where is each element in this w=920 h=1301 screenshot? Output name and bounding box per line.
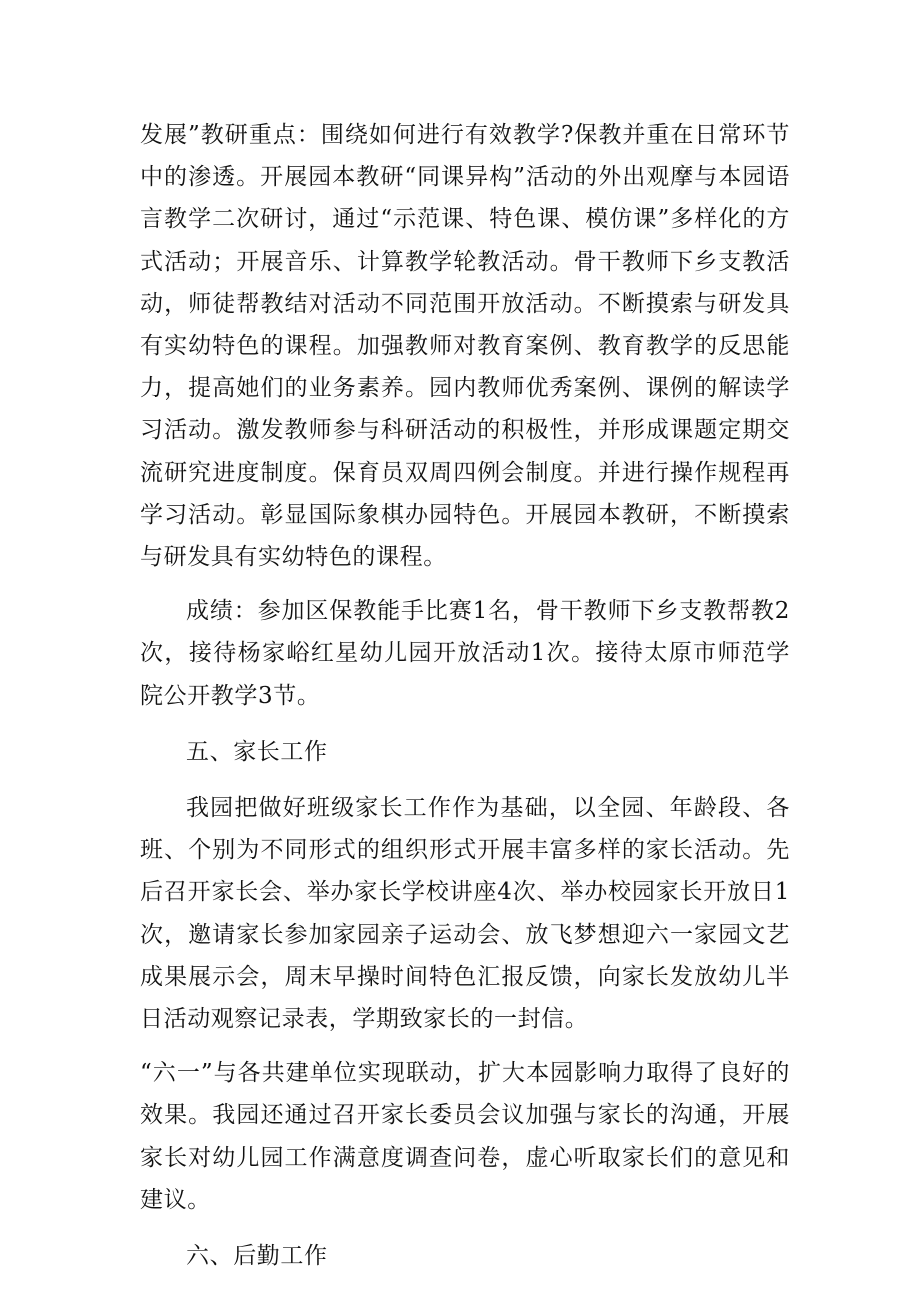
paragraph-june-first-linkage: “六一”与各共建单位实现联动，扩大本园影响力取得了良好的效果。我园还通过召开家长委员会议加强与家长的沟通，开展家长对幼儿园工作满意度调查问卷，虚心听取家长们的意见和建议。: [140, 1060, 790, 1213]
section-heading-parent-work: 五、家长工作: [186, 738, 328, 765]
section-heading-logistics: 六、后勤工作: [186, 1243, 328, 1270]
paragraph-achievements: 成绩：参加区保教能手比赛1名，骨干教师下乡支教帮教2次，接待杨家峪红星幼儿园开放活动1次。接待太原市师范学院公开教学3节。: [140, 598, 790, 709]
paragraph-parent-activities: 我园把做好班级家长工作作为基础，以全园、年龄段、各班、个别为不同形式的组织形式开展丰富多样的家长活动。先后召开家长会、举办家长学校讲座4次、举办校园家长开放日1次，邀请家长参加家园亲子运动会、放飞梦想迎六一家园文艺成果展示会，周末早操时间特色汇报反馈，向家长发放幼儿半日活动观察记录表，学期致家长的一封信。: [140, 795, 790, 1033]
paragraph-teaching-research: 发展”教研重点：围绕如何进行有效教学?保教并重在日常环节中的渗透。开展园本教研“同课异构”活动的外出观摩与本园语言教学二次研讨，通过“示范课、特色课、模仿课”多样化的方式活动；开展音乐、计算教学轮教活动。骨干教师下乡支教活动，师徒帮教结对活动不同范围开放活动。不断摸索与研发具有实幼特色的课程。加强教师对教育案例、教育教学的反思能力，提高她们的业务素养。园内教师优秀案例、课例的解读学习活动。激发教师参与科研活动的积极性，并形成课题定期交流研究进度制度。保育员双周四例会制度。并进行操作规程再学习活动。彰显国际象棋办园特色。开展园本教研，不断摸索与研发具有实幼特色的课程。: [140, 122, 790, 571]
document-page: [140, 114, 790, 1277]
